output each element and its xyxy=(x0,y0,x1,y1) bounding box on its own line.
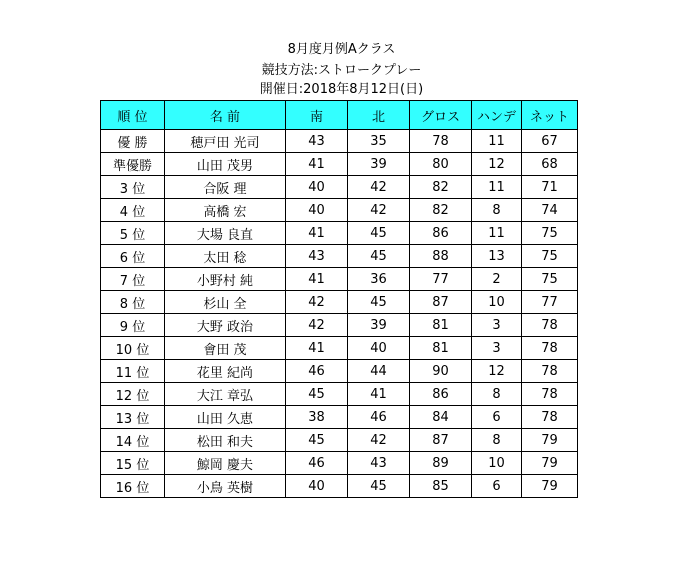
player-name-cell: 山田 茂男 xyxy=(165,153,286,176)
table-row xyxy=(101,360,578,383)
competition-date: 開催日:2018年8月12日(日) xyxy=(259,82,424,97)
gross-score-cell: 87 xyxy=(410,291,472,314)
handicap-cell: 11 xyxy=(472,176,522,199)
handicap-cell: 2 xyxy=(472,268,522,291)
north-score-cell: 35 xyxy=(348,130,410,153)
player-name-cell: 高橋 宏 xyxy=(165,199,286,222)
north-score-cell: 45 xyxy=(348,222,410,245)
north-score-cell: 42 xyxy=(348,199,410,222)
rank-cell: 6 位 xyxy=(101,245,165,268)
table-row xyxy=(101,176,578,199)
south-score-cell: 40 xyxy=(286,176,348,199)
table-row xyxy=(101,130,578,153)
player-name-cell: 杉山 全 xyxy=(165,291,286,314)
rank-cell: 9 位 xyxy=(101,314,165,337)
rank-cell: 5 位 xyxy=(101,222,165,245)
player-name-cell: 太田 稔 xyxy=(165,245,286,268)
net-score-cell: 74 xyxy=(522,199,578,222)
north-score-cell: 42 xyxy=(348,176,410,199)
rank-cell: 13 位 xyxy=(101,406,165,429)
competition-format: 競技方法:ストロークプレー xyxy=(261,63,422,78)
results-table xyxy=(100,100,578,498)
net-score-cell: 78 xyxy=(522,406,578,429)
net-score-cell: 71 xyxy=(522,176,578,199)
table-row xyxy=(101,268,578,291)
gross-score-cell: 84 xyxy=(410,406,472,429)
north-score-cell: 39 xyxy=(348,153,410,176)
south-score-cell: 42 xyxy=(286,314,348,337)
results-table-body xyxy=(101,130,578,498)
rank-cell: 14 位 xyxy=(101,429,165,452)
competition-title: 8月度月例Aクラス xyxy=(287,42,396,57)
gross-score-cell: 87 xyxy=(410,429,472,452)
net-score-cell: 79 xyxy=(522,452,578,475)
rank-cell: 10 位 xyxy=(101,337,165,360)
gross-score-cell: 86 xyxy=(410,383,472,406)
gross-score-cell: 81 xyxy=(410,314,472,337)
rank-cell: 11 位 xyxy=(101,360,165,383)
south-score-cell: 40 xyxy=(286,475,348,498)
handicap-cell: 12 xyxy=(472,360,522,383)
handicap-cell: 3 xyxy=(472,337,522,360)
gross-score-cell: 85 xyxy=(410,475,472,498)
north-score-cell: 45 xyxy=(348,475,410,498)
player-name-cell: 山田 久恵 xyxy=(165,406,286,429)
player-name-cell: 穂戸田 光司 xyxy=(165,130,286,153)
net-score-cell: 75 xyxy=(522,268,578,291)
north-score-cell: 44 xyxy=(348,360,410,383)
net-score-cell: 78 xyxy=(522,314,578,337)
handicap-cell: 8 xyxy=(472,199,522,222)
north-score-cell: 45 xyxy=(348,291,410,314)
gross-score-cell: 82 xyxy=(410,199,472,222)
header-gross: グロス xyxy=(410,101,472,130)
handicap-cell: 6 xyxy=(472,475,522,498)
south-score-cell: 45 xyxy=(286,429,348,452)
rank-cell: 12 位 xyxy=(101,383,165,406)
header-name: 名 前 xyxy=(165,101,286,130)
player-name-cell: 松田 和夫 xyxy=(165,429,286,452)
south-score-cell: 38 xyxy=(286,406,348,429)
results-table-header xyxy=(101,101,578,130)
north-score-cell: 39 xyxy=(348,314,410,337)
north-score-cell: 43 xyxy=(348,452,410,475)
handicap-cell: 12 xyxy=(472,153,522,176)
net-score-cell: 78 xyxy=(522,337,578,360)
header-handicap: ハンデ xyxy=(472,101,522,130)
header-south: 南 xyxy=(286,101,348,130)
player-name-cell: 大場 良直 xyxy=(165,222,286,245)
handicap-cell: 13 xyxy=(472,245,522,268)
table-row xyxy=(101,245,578,268)
gross-score-cell: 77 xyxy=(410,268,472,291)
handicap-cell: 11 xyxy=(472,130,522,153)
south-score-cell: 41 xyxy=(286,268,348,291)
south-score-cell: 41 xyxy=(286,337,348,360)
gross-score-cell: 78 xyxy=(410,130,472,153)
south-score-cell: 40 xyxy=(286,199,348,222)
north-score-cell: 41 xyxy=(348,383,410,406)
gross-score-cell: 81 xyxy=(410,337,472,360)
player-name-cell: 大野 政治 xyxy=(165,314,286,337)
gross-score-cell: 90 xyxy=(410,360,472,383)
table-row xyxy=(101,429,578,452)
player-name-cell: 小鳥 英樹 xyxy=(165,475,286,498)
rank-cell: 準優勝 xyxy=(101,153,165,176)
net-score-cell: 68 xyxy=(522,153,578,176)
net-score-cell: 75 xyxy=(522,245,578,268)
south-score-cell: 41 xyxy=(286,222,348,245)
player-name-cell: 鯨岡 慶夫 xyxy=(165,452,286,475)
rank-cell: 優 勝 xyxy=(101,130,165,153)
net-score-cell: 79 xyxy=(522,429,578,452)
rank-cell: 3 位 xyxy=(101,176,165,199)
gross-score-cell: 88 xyxy=(410,245,472,268)
south-score-cell: 46 xyxy=(286,360,348,383)
player-name-cell: 小野村 純 xyxy=(165,268,286,291)
net-score-cell: 67 xyxy=(522,130,578,153)
handicap-cell: 10 xyxy=(472,452,522,475)
table-row xyxy=(101,314,578,337)
south-score-cell: 43 xyxy=(286,130,348,153)
north-score-cell: 45 xyxy=(348,245,410,268)
handicap-cell: 6 xyxy=(472,406,522,429)
north-score-cell: 42 xyxy=(348,429,410,452)
table-row xyxy=(101,291,578,314)
handicap-cell: 3 xyxy=(472,314,522,337)
header-row xyxy=(101,101,578,130)
table-row xyxy=(101,222,578,245)
net-score-cell: 78 xyxy=(522,383,578,406)
table-row xyxy=(101,337,578,360)
south-score-cell: 42 xyxy=(286,291,348,314)
header-rank: 順 位 xyxy=(101,101,165,130)
north-score-cell: 36 xyxy=(348,268,410,291)
player-name-cell: 合阪 理 xyxy=(165,176,286,199)
net-score-cell: 77 xyxy=(522,291,578,314)
south-score-cell: 46 xyxy=(286,452,348,475)
south-score-cell: 45 xyxy=(286,383,348,406)
net-score-cell: 75 xyxy=(522,222,578,245)
net-score-cell: 78 xyxy=(522,360,578,383)
header-net: ネット xyxy=(522,101,578,130)
table-row xyxy=(101,383,578,406)
player-name-cell: 大江 章弘 xyxy=(165,383,286,406)
gross-score-cell: 86 xyxy=(410,222,472,245)
player-name-cell: 花里 紀尚 xyxy=(165,360,286,383)
north-score-cell: 40 xyxy=(348,337,410,360)
net-score-cell: 79 xyxy=(522,475,578,498)
header-north: 北 xyxy=(348,101,410,130)
table-row xyxy=(101,199,578,222)
handicap-cell: 10 xyxy=(472,291,522,314)
handicap-cell: 11 xyxy=(472,222,522,245)
gross-score-cell: 82 xyxy=(410,176,472,199)
north-score-cell: 46 xyxy=(348,406,410,429)
table-row xyxy=(101,153,578,176)
rank-cell: 7 位 xyxy=(101,268,165,291)
table-row xyxy=(101,475,578,498)
handicap-cell: 8 xyxy=(472,383,522,406)
rank-cell: 4 位 xyxy=(101,199,165,222)
player-name-cell: 會田 茂 xyxy=(165,337,286,360)
table-row xyxy=(101,452,578,475)
rank-cell: 16 位 xyxy=(101,475,165,498)
table-row xyxy=(101,406,578,429)
handicap-cell: 8 xyxy=(472,429,522,452)
rank-cell: 8 位 xyxy=(101,291,165,314)
gross-score-cell: 80 xyxy=(410,153,472,176)
rank-cell: 15 位 xyxy=(101,452,165,475)
south-score-cell: 41 xyxy=(286,153,348,176)
gross-score-cell: 89 xyxy=(410,452,472,475)
south-score-cell: 43 xyxy=(286,245,348,268)
